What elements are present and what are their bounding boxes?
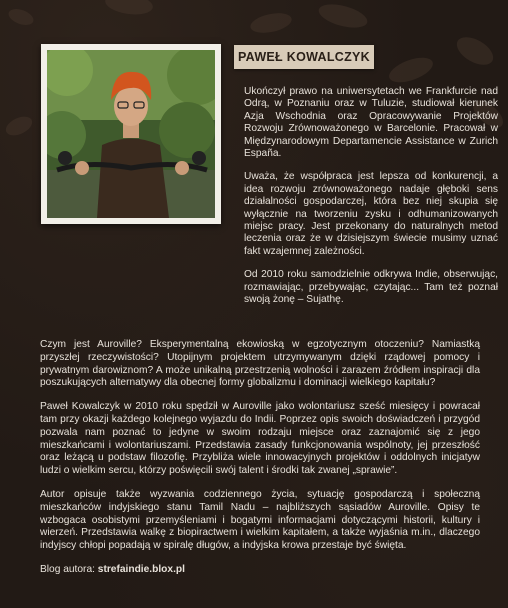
author-photo <box>41 44 221 224</box>
bio-paragraph: Uważa, że współpraca jest lepsza od konkurencji, a idea rozwoju zrównoważonego nadaje głęboki sens działalności gospodarczej, która bez niej skupia się wyłącznie na tworzeniu zysku i odhumanizowanych miejsc pracy. Jest przekonany do naturalnych metod leczenia oraz że w dzisiejszym świecie musimy uznać fakt wzajemnej zależności. <box>244 171 498 257</box>
footprint-decoration <box>6 6 35 28</box>
blog-link[interactable]: strefaindie.blox.pl <box>97 563 185 575</box>
book-description <box>40 339 480 577</box>
bio-paragraph: Od 2010 roku samodzielnie odkrywa Indie, obserwując, rozmawiając, przebywając, czytając... Tam też poznał swoją żonę – Sujathę. <box>244 269 498 306</box>
description-paragraph: Autor opisuje także wyzwania codziennego życia, sytuację gospodarczą i społeczną mieszkańców indyjskiego stanu Tamil Nadu – najbliższych sąsiadów Auroville. Opisy te wzbogaca osobistymi przemyśleniami i bogatymi informacjami dotyczącymi historii, kultury i wierzeń. Przedstawia walkę z biopiractwem i wielkim kapitałem, a także wyjaśnia m.in., dlaczego indyjscy chłopi popadają w spiralę długów, a indyjska krowa przestaje być święta. <box>40 488 480 552</box>
blog-line <box>40 564 480 577</box>
author-bio <box>244 86 498 318</box>
footprint-decoration <box>104 0 154 17</box>
footprint-decoration <box>249 10 294 36</box>
description-paragraph: Czym jest Auroville? Eksperymentalną ekowioską w egzotycznym otoczeniu? Namiastką przyszłej rzeczywistości? Utopijnym projektem utrzymywanym dzięki rządowej pomocy i prywatnym darowiznom? A może unikalną przestrzenią wolności i zarazem źródłem inspiracji dla poszukujących alternatywy dla obecnej formy globalizmu i dominacji wielkiego kapitału? <box>40 339 480 389</box>
author-name: PAWEŁ KOWALCZYK <box>234 45 374 69</box>
description-paragraph: Paweł Kowalczyk w 2010 roku spędził w Auroville jako wolontariusz sześć miesięcy i powracał tam przy okazji każdego kolejnego wyjazdu do Indii. Poprzez opis swoich doświadczeń i przygód pozwala nam poznać to jedyne w swoim rodzaju miejsce oraz zaznajomić się z jego mieszkańcami i wolontariuszami. Przedstawia zasady funkcjonowania wspólnoty, jej przeszłość oraz leżącą u podstaw filozofię. Przybliża wiele innowacyjnych projektów i oddolnych inicjatyw ludzi o wielkim sercu, którzy poświęcili swój talent i środki tak zwanej „sprawie”. <box>40 401 480 477</box>
footprint-decoration <box>452 31 498 70</box>
footprint-decoration <box>386 53 436 88</box>
footprint-decoration <box>3 113 35 139</box>
bio-paragraph: Ukończył prawo na uniwersytetach we Frankfurcie nad Odrą, w Poznaniu oraz w Tuluzie, studiował kierunek Azja Wschodnia oraz Opracowywanie Projektów Rozwoju Zrównoważonego w Barcelonie. Pracował w Międzynarodowym Departamencie Assistance w Zurich España. <box>244 86 498 160</box>
footprint-decoration <box>316 0 369 32</box>
blog-label: Blog autora: <box>40 563 95 575</box>
author-photo-image <box>47 50 215 218</box>
